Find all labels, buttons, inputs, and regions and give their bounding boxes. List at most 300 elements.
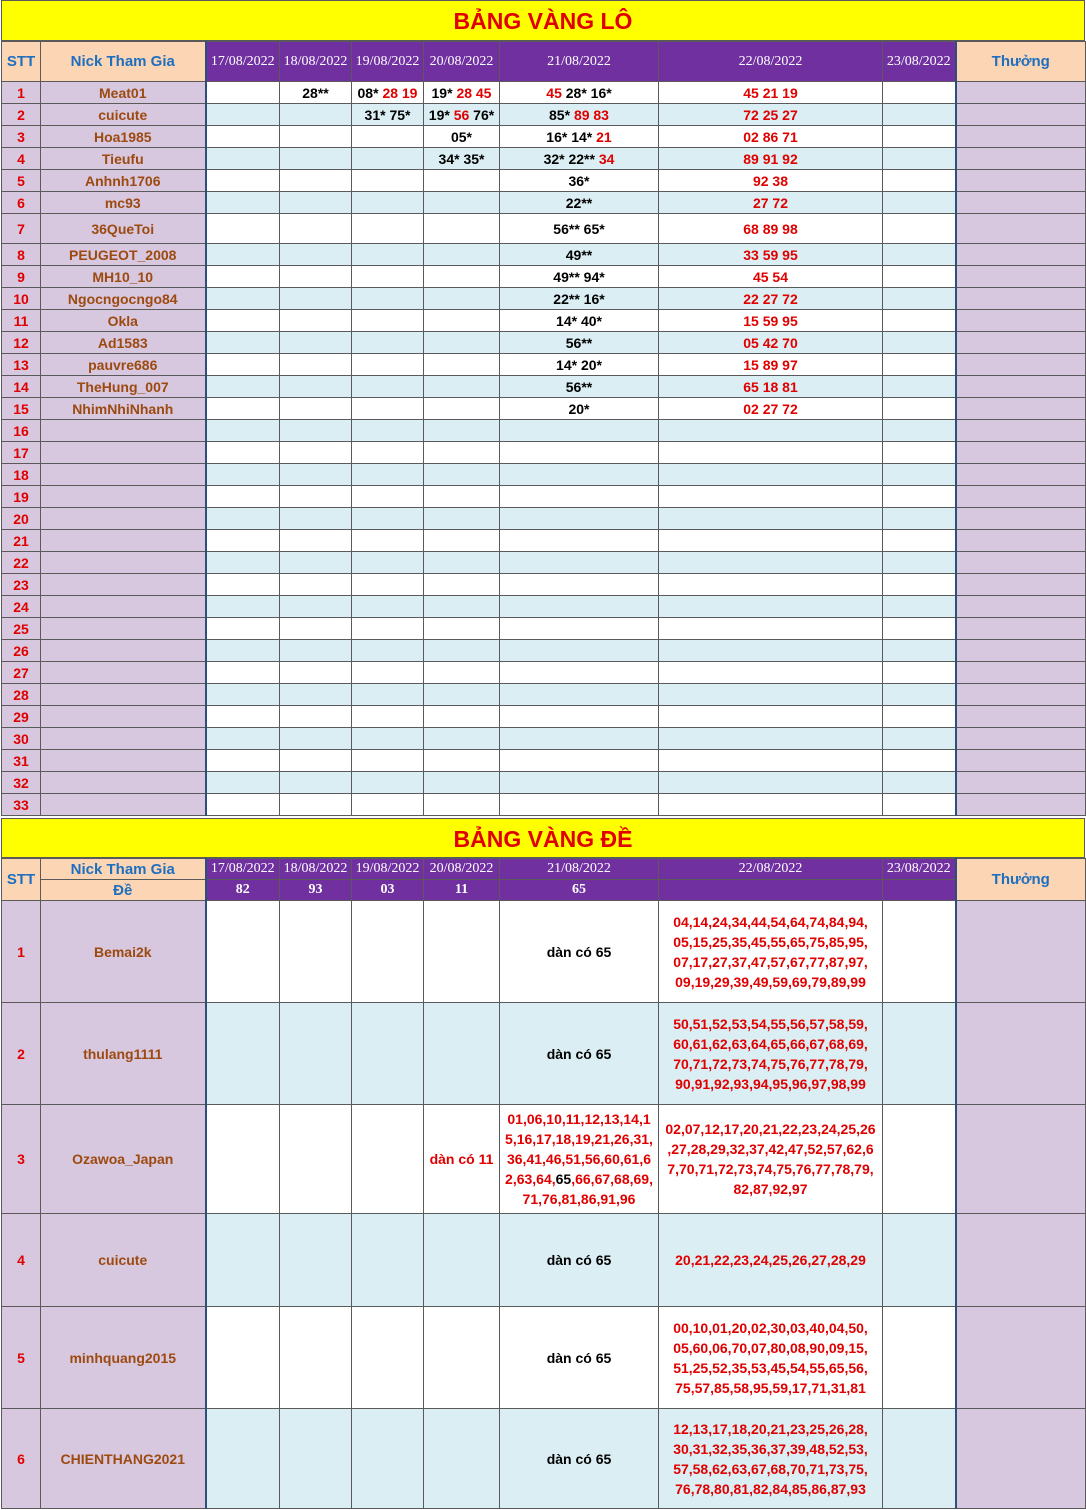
entry-cell [352,596,424,618]
entry-cell [424,1409,500,1509]
row-number: 2 [2,1003,41,1105]
prize-cell [956,1105,1086,1214]
entry-cell [280,420,352,442]
entry-cell [206,82,280,104]
lo-title: BẢNG VÀNG LÔ [1,0,1085,41]
entry-cell [883,148,956,170]
entry-cell [352,148,424,170]
entry-cell [883,750,956,772]
nick-name: minhquang2015 [41,1307,206,1409]
entry-cell [206,530,280,552]
table-row [2,530,1086,552]
header-date: 20/08/2022 [424,859,500,880]
entry-cell [500,706,659,728]
entry-text: 56 [453,106,474,123]
entry-text: 31* 75* [364,106,411,123]
entry-cell [659,1307,883,1409]
entry-cell [659,901,883,1003]
entry-cell [352,192,424,214]
header-prize: Thưởng [956,859,1086,901]
entry-text: 49** [565,246,593,263]
entry-cell [883,288,956,310]
row-number: 33 [2,794,41,816]
entry-cell [352,750,424,772]
nick-name [41,420,206,442]
entry-cell [500,82,659,104]
prize-cell [956,310,1086,332]
entry-cell [424,170,500,192]
nick-name: MH10_10 [41,266,206,288]
table-row [2,266,1086,288]
entry-cell [352,552,424,574]
entry-cell [883,1409,956,1509]
entry-cell [206,901,280,1003]
entry-cell [206,1105,280,1214]
entry-cell [206,104,280,126]
prize-cell [956,104,1086,126]
entry-cell [659,244,883,266]
row-number: 5 [2,1307,41,1409]
entry-cell [352,640,424,662]
prize-cell [956,794,1086,816]
row-number: 30 [2,728,41,750]
entry-cell [424,82,500,104]
entry-cell [424,574,500,596]
row-number: 1 [2,901,41,1003]
entry-cell [424,1105,500,1214]
entry-cell [280,1105,352,1214]
entry-cell [659,772,883,794]
entry-cell [280,310,352,332]
entry-cell [500,640,659,662]
prize-cell [956,170,1086,192]
entry-cell [352,508,424,530]
entry-cell [883,552,956,574]
entry-text: 28* 16* [565,84,612,101]
entry-cell [280,486,352,508]
prize-cell [956,596,1086,618]
entry-cell [659,398,883,420]
entry-cell [883,794,956,816]
entry-cell [352,398,424,420]
entry-cell [500,420,659,442]
entry-text: 02 86 71 [743,128,798,145]
header-date: 23/08/2022 [883,42,956,82]
nick-name [41,486,206,508]
entry-text: ,66,67,68,69, 71,76,81,86,91,96 [522,1171,653,1207]
entry-cell [206,288,280,310]
header-date: 17/08/2022 [206,42,280,82]
de-table [1,858,1086,1509]
entry-cell [352,104,424,126]
entry-text: 28 45 [456,84,492,101]
de-result-row [2,880,1086,901]
lo-header-row [2,42,1086,82]
entry-cell [206,464,280,486]
table-row [2,750,1086,772]
nick-name: Meat01 [41,82,206,104]
header-stt: STT [2,859,41,901]
row-number: 31 [2,750,41,772]
entry-text: 15 59 95 [743,312,798,329]
entry-cell [659,706,883,728]
entry-cell [352,354,424,376]
prize-cell [956,1003,1086,1105]
entry-cell [280,442,352,464]
entry-cell [206,310,280,332]
entry-cell [883,486,956,508]
table-row [2,148,1086,170]
entry-cell [206,662,280,684]
entry-cell [352,728,424,750]
entry-cell [500,214,659,244]
entry-cell [424,288,500,310]
nick-name [41,508,206,530]
entry-cell [352,794,424,816]
header-date: 23/08/2022 [883,859,956,880]
entry-cell [883,464,956,486]
entry-text: 65 [555,1171,572,1187]
entry-cell [424,420,500,442]
entry-cell [206,398,280,420]
prize-cell [956,772,1086,794]
entry-text: 16* 14* [546,128,597,145]
entry-cell [424,464,500,486]
entry-cell [500,464,659,486]
entry-cell [280,794,352,816]
prize-cell [956,640,1086,662]
entry-text: 34 [598,150,615,167]
row-number: 18 [2,464,41,486]
entry-cell [352,772,424,794]
nick-name: PEUGEOT_2008 [41,244,206,266]
entry-cell [280,684,352,706]
header-date: 19/08/2022 [352,859,424,880]
row-number: 8 [2,244,41,266]
result-value: 03 [352,880,424,901]
entry-cell [280,1409,352,1509]
prize-cell [956,192,1086,214]
entry-cell [883,1214,956,1307]
entry-cell [659,354,883,376]
entry-cell [424,354,500,376]
row-number: 15 [2,398,41,420]
entry-cell [424,794,500,816]
prize-cell [956,266,1086,288]
prize-cell [956,376,1086,398]
entry-text: 12,13,17,18,20,21,23,25,26,28, 30,31,32,35,36,37,39,48,52,53, 57,58,62,63,67,68,70,71,73,75, 76,78,80,81,82,84,85,86,87,93 [673,1420,868,1497]
prize-cell [956,618,1086,640]
entry-cell [424,596,500,618]
entry-text: 19* [428,106,454,123]
entry-cell [659,332,883,354]
entry-cell [280,244,352,266]
row-number: 17 [2,442,41,464]
row-number: 6 [2,192,41,214]
entry-cell [424,1307,500,1409]
entry-cell [280,618,352,640]
entry-text: 27 72 [752,194,789,211]
entry-cell [500,1409,659,1509]
nick-name [41,750,206,772]
nick-name: Ad1583 [41,332,206,354]
entry-text: 14* 20* [556,356,602,373]
entry-cell [883,684,956,706]
table-row [2,728,1086,750]
entry-cell [500,596,659,618]
prize-cell [956,1214,1086,1307]
entry-cell [883,706,956,728]
entry-cell [500,794,659,816]
entry-cell [500,1105,659,1214]
entry-cell [206,376,280,398]
entry-cell [206,552,280,574]
entry-cell [659,750,883,772]
entry-cell [206,332,280,354]
entry-cell [424,104,500,126]
row-number: 32 [2,772,41,794]
entry-cell [206,420,280,442]
table-row [2,420,1086,442]
entry-cell [500,442,659,464]
row-number: 27 [2,662,41,684]
entry-cell [424,750,500,772]
entry-cell [883,596,956,618]
entry-cell [280,552,352,574]
entry-cell [500,901,659,1003]
entry-cell [352,662,424,684]
entry-cell [280,354,352,376]
table-row [2,596,1086,618]
entry-cell [500,486,659,508]
entry-cell [352,574,424,596]
prize-cell [956,728,1086,750]
entry-cell [206,214,280,244]
entry-cell [206,126,280,148]
entry-cell [424,244,500,266]
entry-text: 04,14,24,34,44,54,64,74,84,94, 05,15,25,35,45,55,65,75,85,95, 07,17,27,37,47,57,67,77,87,97, 09,19,29,39,49,59,69,79,89,99 [673,913,868,990]
table-row [2,1409,1086,1509]
entry-cell [206,508,280,530]
entry-cell [352,126,424,148]
entry-cell [280,706,352,728]
entry-cell [206,1003,280,1105]
entry-cell [424,192,500,214]
prize-cell [956,901,1086,1003]
entry-cell [500,104,659,126]
entry-cell [500,1214,659,1307]
header-date: 18/08/2022 [280,42,352,82]
entry-cell [883,640,956,662]
nick-name [41,662,206,684]
entry-cell [659,464,883,486]
header-date: 22/08/2022 [659,42,883,82]
entry-cell [352,266,424,288]
entry-cell [424,1214,500,1307]
prize-cell [956,706,1086,728]
row-number: 29 [2,706,41,728]
entry-cell [280,662,352,684]
nick-name: Ngocngocngo84 [41,288,206,310]
entry-cell [206,486,280,508]
entry-cell [280,1214,352,1307]
entry-cell [883,662,956,684]
entry-cell [659,574,883,596]
entry-cell [883,1105,956,1214]
entry-text: 50,51,52,53,54,55,56,57,58,59, 60,61,62,63,64,65,66,67,68,69, 70,71,72,73,74,75,76,77,78,79, 90,91,92,93,94,95,96,97,98,99 [673,1015,868,1092]
entry-cell [883,772,956,794]
nick-name: TheHung_007 [41,376,206,398]
result-value: 65 [500,880,659,901]
entry-cell [659,1409,883,1509]
table-row [2,552,1086,574]
entry-text: 14* 40* [556,312,602,329]
row-number: 10 [2,288,41,310]
entry-cell [280,266,352,288]
table-row [2,684,1086,706]
entry-cell [206,1409,280,1509]
entry-cell [206,1214,280,1307]
row-number: 1 [2,82,41,104]
row-number: 5 [2,170,41,192]
table-row [2,508,1086,530]
entry-text: 92 38 [752,172,789,189]
entry-cell [659,192,883,214]
entry-cell [500,1307,659,1409]
header-date: 17/08/2022 [206,859,280,880]
header-prize: Thưởng [956,42,1086,82]
nick-name [41,684,206,706]
entry-cell [352,420,424,442]
nick-name [41,640,206,662]
entry-cell [280,640,352,662]
entry-cell [206,772,280,794]
prize-cell [956,662,1086,684]
prize-cell [956,288,1086,310]
prize-cell [956,126,1086,148]
entry-cell [352,1105,424,1214]
entry-cell [280,104,352,126]
table-row [2,288,1086,310]
entry-cell [424,376,500,398]
header-stt: STT [2,42,41,82]
entry-cell [883,244,956,266]
entry-cell [352,486,424,508]
nick-name [41,574,206,596]
nick-name [41,618,206,640]
prize-cell [956,332,1086,354]
nick-name [41,706,206,728]
table-row [2,1214,1086,1307]
entry-cell [206,728,280,750]
entry-cell [206,354,280,376]
entry-cell [280,901,352,1003]
entry-cell [659,442,883,464]
row-number: 6 [2,1409,41,1509]
entry-cell [206,574,280,596]
result-value: 93 [280,880,352,901]
entry-cell [352,214,424,244]
entry-cell [500,192,659,214]
entry-text: 28** [302,84,329,101]
entry-cell [352,332,424,354]
entry-cell [206,794,280,816]
row-number: 11 [2,310,41,332]
entry-cell [500,750,659,772]
entry-text: 22** 16* [553,290,605,307]
entry-cell [500,332,659,354]
entry-cell [500,530,659,552]
entry-cell [424,214,500,244]
header-date: 20/08/2022 [424,42,500,82]
entry-cell [500,354,659,376]
entry-cell [206,170,280,192]
header-date: 19/08/2022 [352,42,424,82]
entry-cell [659,728,883,750]
row-number: 13 [2,354,41,376]
prize-cell [956,486,1086,508]
table-row [2,126,1086,148]
entry-cell [500,288,659,310]
entry-text: 19* [431,84,457,101]
entry-text: 01,06,10,11,12,13,14,1 5,16,17,18,19,21,26,31, 36,41,46,51,56,60,61,6 2,63,64, [505,1111,653,1187]
entry-cell [659,1003,883,1105]
entry-cell [500,376,659,398]
entry-cell [883,126,956,148]
prize-cell [956,1307,1086,1409]
entry-text: dàn có 65 [546,1349,612,1366]
entry-text: 15 89 97 [743,356,798,373]
entry-text: 22** [565,194,593,211]
entry-text: 36* [568,172,590,189]
lo-table [1,41,1086,816]
entry-cell [500,772,659,794]
entry-cell [280,596,352,618]
entry-cell [659,170,883,192]
entry-cell [659,684,883,706]
entry-cell [280,288,352,310]
table-row [2,486,1086,508]
entry-text: 45 54 [752,268,789,285]
nick-name: cuicute [41,104,206,126]
entry-cell [280,1003,352,1105]
entry-cell [424,508,500,530]
entry-cell [424,530,500,552]
entry-cell [500,244,659,266]
entry-cell [424,684,500,706]
row-number: 23 [2,574,41,596]
entry-text: dàn có 65 [546,1252,612,1268]
nick-name: Anhnh1706 [41,170,206,192]
nick-name: Ozawoa_Japan [41,1105,206,1214]
header-date: 21/08/2022 [500,859,659,880]
entry-cell [352,376,424,398]
entry-cell [280,772,352,794]
entry-cell [424,706,500,728]
entry-cell [500,728,659,750]
prize-cell [956,214,1086,244]
prize-cell [956,750,1086,772]
entry-cell [424,901,500,1003]
entry-cell [883,170,956,192]
table-row [2,1105,1086,1214]
entry-text: 56** [565,378,593,395]
entry-cell [659,596,883,618]
entry-cell [883,530,956,552]
table-row [2,464,1086,486]
entry-cell [352,170,424,192]
table-row [2,640,1086,662]
